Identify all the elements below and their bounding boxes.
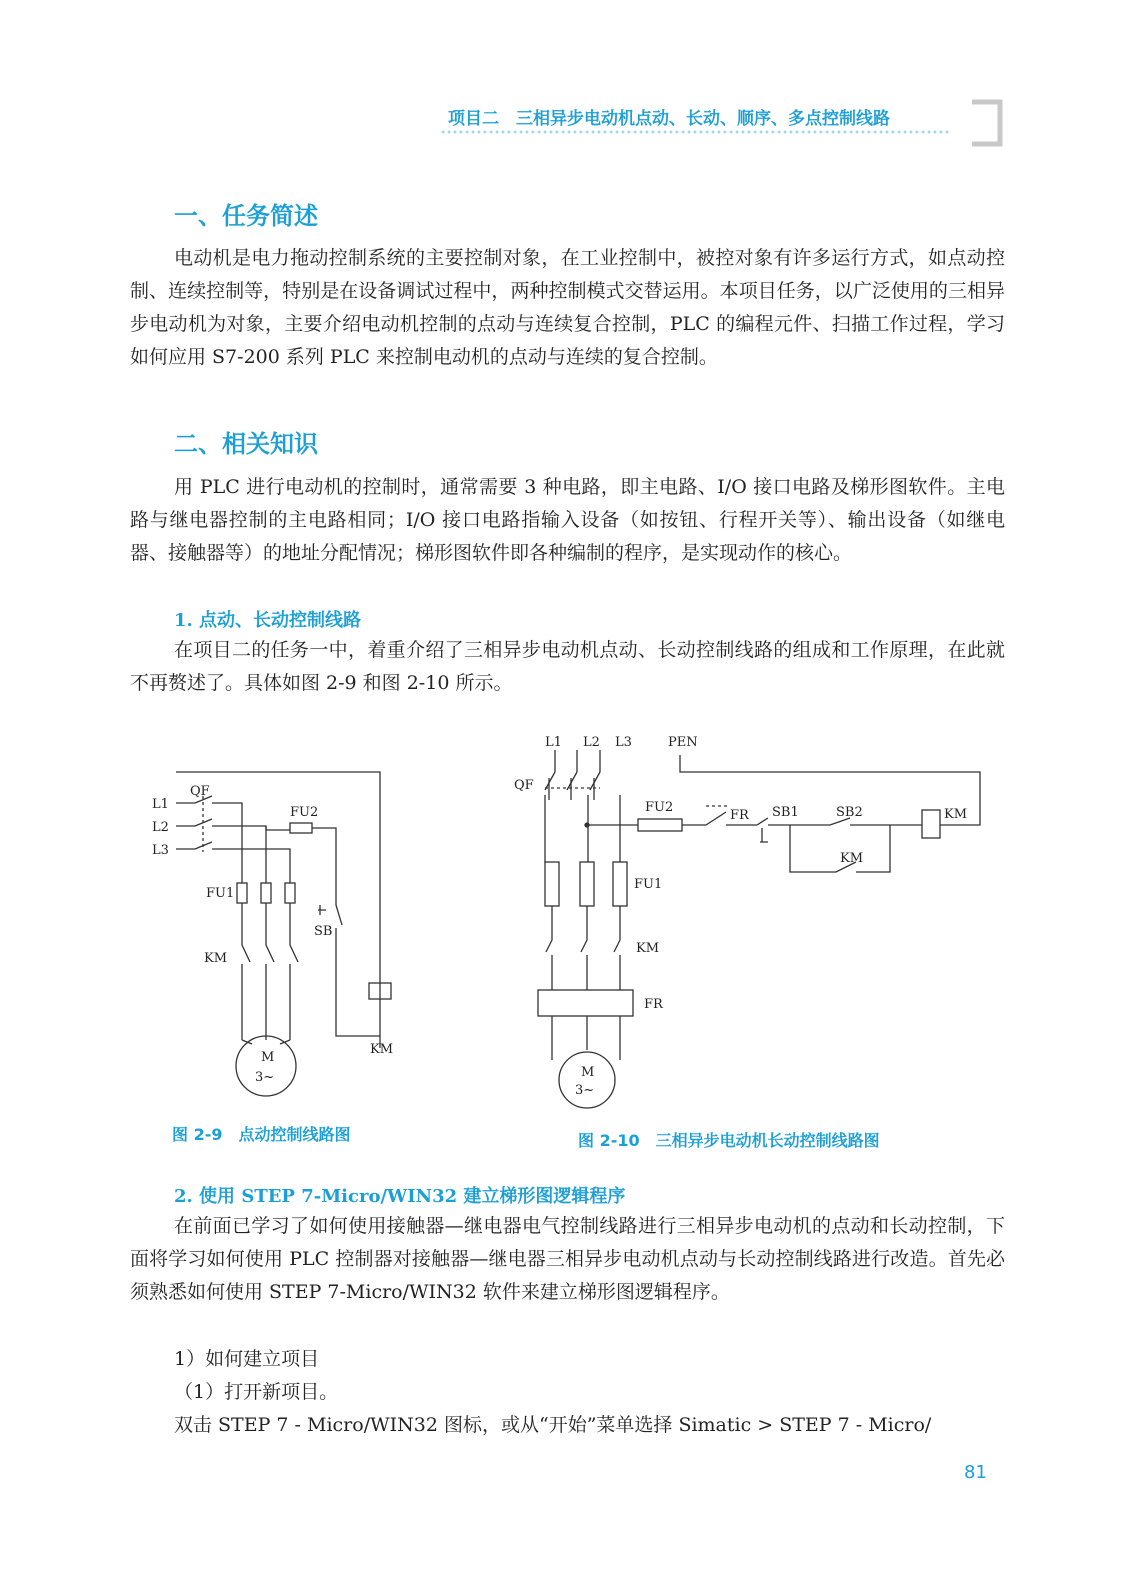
last-line-text: 双击 STEP 7 - Micro/WIN32 图标，或从“开始”菜单选择 Simatic > STEP 7 - Micro/ bbox=[174, 1414, 932, 1436]
fig2-label-fu1: FU1 bbox=[634, 877, 663, 892]
corner-bracket-mark bbox=[968, 98, 1004, 148]
step-1-1-heading: （1）打开新项目。 bbox=[174, 1381, 339, 1403]
figure-2-9-diagram bbox=[140, 760, 410, 1110]
subsection-title-1: 1. 点动、长动控制线路 bbox=[174, 610, 362, 631]
figure-2-10-caption: 图 2-10 三相异步电动机长动控制线路图 bbox=[578, 1131, 880, 1150]
page-number: 81 bbox=[964, 1462, 987, 1483]
fig2-label-fr-relay: FR bbox=[644, 997, 663, 1012]
fig2-label-qf: QF bbox=[514, 778, 534, 793]
fig2-label-l2: L2 bbox=[583, 735, 600, 750]
fig2-label-fu2: FU2 bbox=[645, 800, 674, 815]
fig2-label-pen: PEN bbox=[668, 735, 698, 750]
step-1-heading: 1）如何建立项目 bbox=[174, 1348, 320, 1370]
figure-2-9-caption: 图 2-9 点动控制线路图 bbox=[172, 1125, 351, 1144]
fig2-label-motor-m: M bbox=[581, 1065, 595, 1080]
fig1-label-qf: QF bbox=[190, 784, 210, 799]
fig1-label-sb: SB bbox=[314, 924, 333, 939]
running-header: 项目二 三相异步电动机点动、长动、顺序、多点控制线路 bbox=[448, 109, 890, 129]
fig1-label-motor-phase: 3~ bbox=[255, 1070, 275, 1085]
section-title-knowledge: 二、相关知识 bbox=[174, 430, 318, 458]
figure-2-10-diagram bbox=[505, 725, 1005, 1120]
fig1-label-l2: L2 bbox=[152, 820, 169, 835]
fig2-label-km-main: KM bbox=[636, 941, 660, 956]
fig1-label-fu1: FU1 bbox=[206, 886, 235, 901]
fig1-label-motor-m: M bbox=[261, 1050, 275, 1065]
fig1-label-l1: L1 bbox=[152, 797, 169, 812]
fig2-label-sb2: SB2 bbox=[836, 805, 863, 820]
fig1-label-fu2: FU2 bbox=[290, 805, 319, 820]
knowledge-paragraph: 用 PLC 进行电动机的控制时，通常需要 3 种电路，即主电路、I/O 接口电路及梯形图软件。主电路与继电器控制的主电路相同；I/O 接口电路指输入设备（如按钮、行程开关等）、输出设备（如继电器、接触器等）的地址分配情况；梯形图软件即各种编制的程序，是实现动作的核心。 bbox=[130, 476, 1005, 564]
fig1-label-l3: L3 bbox=[152, 843, 169, 858]
fig1-label-km-contact: KM bbox=[204, 951, 228, 966]
fig2-label-l3: L3 bbox=[615, 735, 632, 750]
subsection-paragraph-1: 在项目二的任务一中，着重介绍了三相异步电动机点动、长动控制线路的组成和工作原理，在此就不再赘述了。具体如图 2-9 和图 2-10 所示。 bbox=[130, 639, 1005, 694]
task-paragraph: 电动机是电力拖动控制系统的主要控制对象，在工业控制中，被控对象有许多运行方式，如点动控制、连续控制等，特别是在设备调试过程中，两种控制模式交替运用。本项目任务，以广泛使用的三相异步电动机为对象，主要介绍电动机控制的点动与连续复合控制，PLC 的编程元件、扫描工作过程，学习如何应用 S7-200 系列 PLC 来控制电动机的点动与连续的复合控制。 bbox=[130, 247, 1005, 368]
header-dotted-rule bbox=[440, 130, 950, 134]
fig1-label-km-coil: KM bbox=[370, 1042, 394, 1057]
fig2-label-sb1: SB1 bbox=[772, 805, 799, 820]
subsection-paragraph-2: 在前面已学习了如何使用接触器—继电器电气控制线路进行三相异步电动机的点动和长动控制，下面将学习如何使用 PLC 控制器对接触器—继电器三相异步电动机点动与长动控制线路进行改造。首先必须熟悉如何使用 STEP 7-Micro/WIN32 软件来建立梯形图逻辑程序。 bbox=[130, 1215, 1005, 1303]
fig2-label-motor-phase: 3~ bbox=[575, 1083, 595, 1098]
section-title-task: 一、任务简述 bbox=[174, 202, 318, 230]
fig2-label-km-hold: KM bbox=[840, 851, 864, 866]
subsection-title-2: 2. 使用 STEP 7-Micro/WIN32 建立梯形图逻辑程序 bbox=[174, 1186, 626, 1207]
fig2-label-km-coil: KM bbox=[944, 807, 968, 822]
fig2-label-l1: L1 bbox=[545, 735, 562, 750]
fig2-label-fr-contact: FR bbox=[730, 808, 749, 823]
